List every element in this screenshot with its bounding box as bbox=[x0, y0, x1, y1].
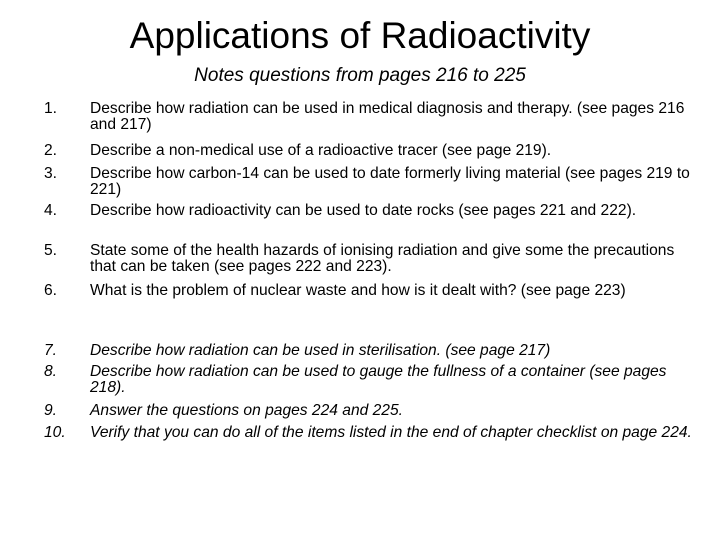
item-text: State some of the health hazards of ionising radiation and give some the precautions that can be taken (see pages 222 and 223). bbox=[90, 242, 675, 275]
item-number: 10. bbox=[44, 424, 66, 441]
item-text: Describe how carbon-14 can be used to date formerly living material (see pages 219 to 221) bbox=[90, 165, 690, 198]
item-text: Describe how radiation can be used to gauge the fullness of a container (see pages 218). bbox=[90, 363, 667, 396]
item-number: 3. bbox=[44, 165, 58, 182]
item-number: 9. bbox=[44, 402, 58, 419]
item-number: 7. bbox=[44, 342, 58, 359]
slide-subtitle: Notes questions from pages 216 to 225 bbox=[194, 65, 526, 86]
item-text: Describe how radiation can be used in medical diagnosis and therapy. (see pages 216 and 217) bbox=[90, 100, 685, 133]
item-number: 1. bbox=[44, 100, 58, 117]
item-text: Describe how radiation can be used in sterilisation. (see page 217) bbox=[90, 342, 551, 359]
item-number: 4. bbox=[44, 202, 58, 219]
item-text: Describe a non-medical use of a radioactive tracer (see page 219). bbox=[90, 142, 552, 159]
item-number: 8. bbox=[44, 363, 58, 380]
item-text: Describe how radioactivity can be used to date rocks (see pages 221 and 222). bbox=[90, 202, 637, 219]
item-text: Answer the questions on pages 224 and 225. bbox=[90, 402, 403, 419]
item-text: What is the problem of nuclear waste and how is it dealt with? (see page 223) bbox=[90, 282, 626, 299]
slide-title: Applications of Radioactivity bbox=[129, 15, 591, 56]
item-text: Verify that you can do all of the items listed in the end of chapter checklist on page 224. bbox=[90, 424, 692, 441]
item-number: 5. bbox=[44, 242, 58, 259]
item-number: 2. bbox=[44, 142, 58, 159]
item-number: 6. bbox=[44, 282, 58, 299]
